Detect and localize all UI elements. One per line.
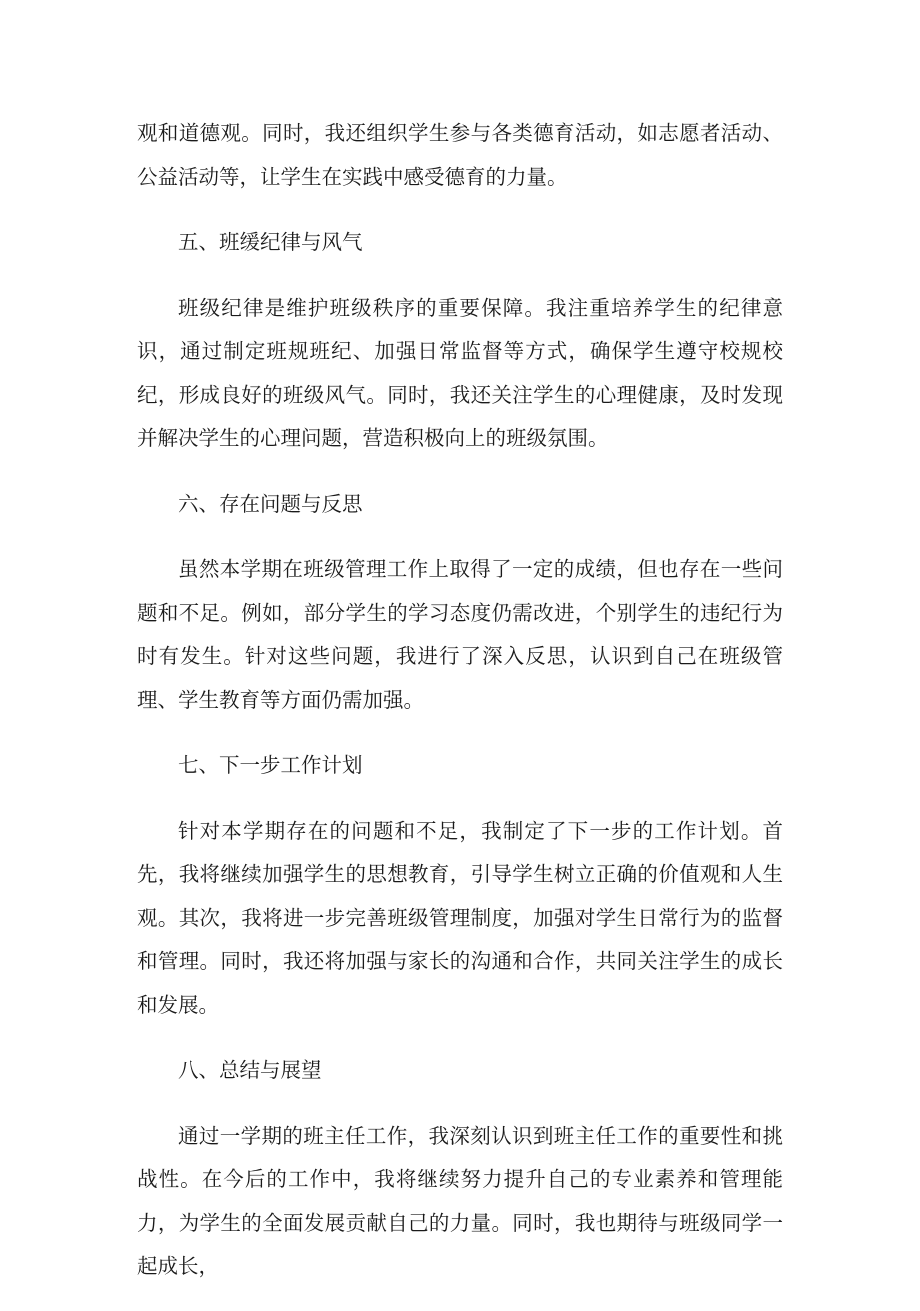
paragraph-discipline: 班级纪律是维护班级秩序的重要保障。我注重培养学生的纪律意识，通过制定班规班纪、加强日常监督等方式，确保学生遵守校规校纪，形成良好的班级风气。同时，我还关注学生的心理健康，及时发现并解决学生的心理问题，营造积极向上的班级氛围。 — [137, 295, 783, 450]
document-body — [137, 112, 783, 1311]
paragraph-summary: 通过一学期的班主任工作，我深刻认识到班主任工作的重要性和挑战性。在今后的工作中，我将继续努力提升自己的专业素养和管理能力，为学生的全面发展贡献自己的力量。同时，我也期待与班级同学一起成长， — [137, 1123, 783, 1278]
section-heading-summary: 八、总结与展望 — [178, 1058, 322, 1082]
section-heading-problems: 六、存在问题与反思 — [178, 491, 363, 516]
section-heading-next-plan: 七、下一步工作计划 — [178, 753, 363, 777]
paragraph-next-plan: 针对本学期存在的问题和不足，我制定了下一步的工作计划。首先，我将继续加强学生的思想教育，引导学生树立正确的价值观和人生观。其次，我将进一步完善班级管理制度，加强对学生日常行为的监督和管理。同时，我还将加强与家长的沟通和合作，共同关注学生的成长和发展。 — [137, 818, 783, 1017]
paragraph-moral-education-continued: 观和道德观。同时，我还组织学生参与各类德育活动，如志愿者活动、公益活动等，让学生在实践中感受德育的力量。 — [137, 121, 783, 189]
section-heading-discipline: 五、班缓纪律与风气 — [178, 230, 363, 254]
paragraph-problems: 虽然本学期在班级管理工作上取得了一定的成绩，但也存在一些问题和不足。例如，部分学生的学习态度仍需改进，个别学生的违纪行为时有发生。针对这些问题，我进行了深入反思，认识到自己在班级管理、学生教育等方面仍需加强。 — [137, 557, 783, 712]
